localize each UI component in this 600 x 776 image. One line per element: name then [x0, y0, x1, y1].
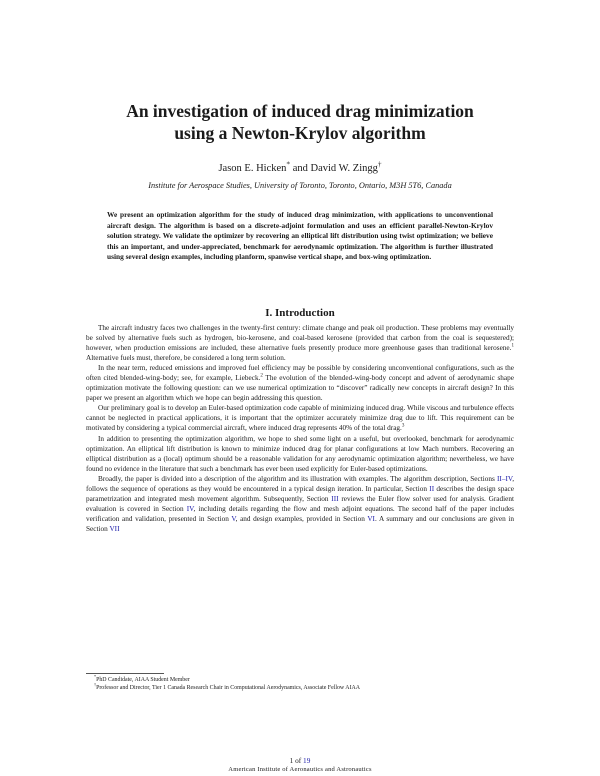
section-link-ii-iv[interactable]: II–IV [497, 474, 513, 483]
paragraph-3: Our preliminary goal is to develop an Euler-based optimization code capable of minimizing induced drag. While viscous and turbulence effects cannot be neglected in practical applications, it is important that the optimizer accurately minimize drag due to lift. This requirement can be motivated by considering a typical commercial aircraft, where induced drag represents 40% of the total drag.$^3$ [86, 404, 514, 433]
citation-1[interactable]: 1 [511, 342, 514, 349]
citation-2[interactable]: 2 [260, 372, 263, 379]
section-link-vii[interactable]: VII [109, 524, 120, 533]
page-total-link[interactable]: 19 [303, 756, 311, 765]
title-line-1: An investigation of induced drag minimization [126, 101, 474, 121]
author-2: David W. Zingg [310, 163, 378, 174]
paragraph-2: In the near term, reduced emissions and improved fuel efficiency may be possible by considering unconventional configurations, such as the often cited blended-wing-body; see, for example, Liebeck.$^2$ The evolution of the blended-wing-body concept and advent of aerodynamic shape optimization motivate the following question: can we use numerical optimization to “discover” radically new concepts in aircraft design? In this paper we present an algorithm which we hope can begin addressing this question. [86, 364, 514, 403]
footnotes [86, 676, 514, 693]
page-number: 1 of 19 [289, 756, 311, 765]
page-current: 1 [289, 756, 294, 765]
abstract: We present an optimization algorithm for the study of induced drag minimization, with applications to unconventional aircraft design. The algorithm is based on a discrete-adjoint formulation and uses an efficient parallel-Newton-Krylov solution strategy. We validate the optimizer by recovering an elliptical lift distribution using twist optimization; we believe this an important, and under-appreciated, benchmark for aerodynamic optimization. The algorithm is further illustrated using several design examples, including planform, spanwise vertical shape, and box-wing optimization. [107, 210, 493, 262]
author-list [60, 159, 540, 174]
paper-title [60, 100, 540, 144]
title-line-2: using a Newton-Krylov algorithm [174, 123, 426, 143]
section-link-iii[interactable]: III [331, 494, 339, 503]
author-1-footnote-mark[interactable]: * [286, 159, 291, 169]
footnote-2: †Professor and Director, Tier 1 Canada Research Chair in Computational Aerodynamics, Associate Fellow AIAA [94, 682, 361, 692]
footnote-1: *PhD Candidate, AIAA Student Member [94, 674, 190, 683]
author-conjunction: and [290, 163, 311, 174]
section-link-vi[interactable]: VI [367, 514, 375, 523]
section-link-iv[interactable]: IV [186, 504, 194, 513]
section-link-ii[interactable]: II [429, 484, 435, 493]
citation-3[interactable]: 3 [401, 423, 405, 430]
footnote-divider [86, 673, 164, 674]
paragraph-4: In addition to presenting the optimization algorithm, we hope to shed some light on a useful, but overlooked, benchmark for aerodynamic optimization. An elliptical lift distribution is known to minimize induced drag for planar configurations at low Mach numbers. Recovering an elliptical distribution as a (local) optimum should be a reasonable validation for any aerodynamic optimization algorithm; nevertheless, we have found no evidence in the literature that such a benchmark has ever been used explicitly for Euler-based optimizations. [86, 434, 514, 473]
body-text [86, 323, 514, 534]
author-1: Jason E. Hicken [218, 163, 287, 174]
paragraph-5: Broadly, the paper is divided into a description of the algorithm and its illustration with examples. The algorithm description, Sections II–IV, follows the sequence of operations as they would be encountered in a typical design iteration. In particular, Section II describes the design space parametrization and integrated mesh movement algorithm. Subsequently, Section III reviews the Euler flow solver used for analysis. Gradient evaluation is covered in Section IV, including details regarding the flow and mesh adjoint equations. The second half of the paper includes verification and validation, presented in Section V, and design examples, provided in Section VI. A summary and our conclusions are given in Section VII [86, 474, 514, 533]
page-footer: American Institute of Aeronautics and Astronautics [228, 766, 372, 773]
author-2-footnote-mark[interactable]: † [377, 159, 382, 169]
affiliation: Institute for Aerospace Studies, University of Toronto, Toronto, Ontario, M3H 5T6, Canada [148, 181, 452, 190]
section-heading-introduction: I. Introduction [265, 307, 335, 319]
paragraph-1: The aircraft industry faces two challenges in the twenty-first century: climate change and peak oil production. These problems may eventually be solved by alternative fuels such as hydrogen, bio-kerosene, and coal-based kerosene (provided that carbon from the coal is sequestered); however, when production emissions are included, these alternative fuels presently produce more greenhouse gases than traditional kerosene.$^1$ Alternative fuels must, therefore, be considered a long term solution. [86, 324, 514, 363]
section-link-v[interactable]: V [231, 514, 236, 523]
